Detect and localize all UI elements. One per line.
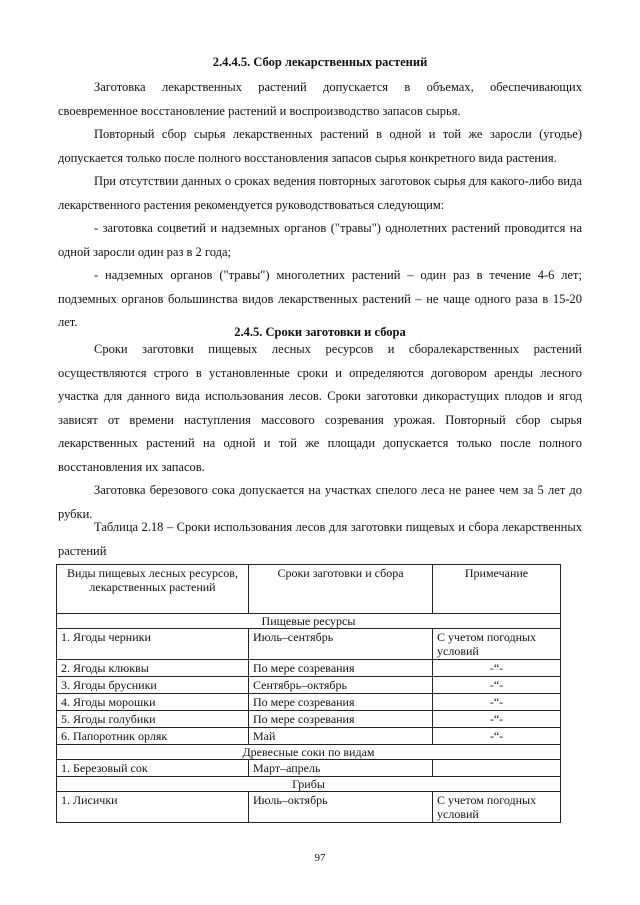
column-header: Виды пищевых лесных ресурсов, лекарственных растений [57, 565, 249, 614]
section-title: Грибы [57, 777, 561, 792]
table-row [57, 694, 561, 711]
table-row [57, 677, 561, 694]
section-body-terms [58, 338, 582, 526]
section-title: Пищевые ресурсы [57, 614, 561, 629]
section-heading-terms: 2.4.5. Сроки заготовки и сбора [234, 325, 406, 339]
section-body-collection [58, 76, 582, 335]
harvest-terms-table [56, 564, 561, 823]
table-cell: С учетом погодных условий [433, 629, 561, 660]
paragraph: Сроки заготовки пищевых лесных ресурсов и сборалекарственных растений осуществляются строго в установленные сроки и определяются договором аренды лесного участка для данного вида использования лесов. Сроки заготовки дикорастущих плодов и ягод зависят от времени наступления массового созревания урожая. Повторный сбор сырья лекарственных растений на одной и той же площади допускается только после полного восстановления их запасов. [58, 342, 582, 474]
paragraph: - заготовка соцветий и надземных органов ("травы") однолетних растений проводится на одной заросли один раз в 2 года; [58, 221, 582, 259]
table-cell: По мере созревания [249, 660, 433, 677]
table-cell: По мере созревания [249, 711, 433, 728]
table-section-row [57, 745, 561, 760]
table-cell: Июль–сентябрь [249, 629, 433, 660]
table-cell: 1. Ягоды черники [57, 629, 249, 660]
table-row [57, 760, 561, 777]
table-cell: -“- [433, 694, 561, 711]
table-cell: 3. Ягоды брусники [57, 677, 249, 694]
table-cell: 1. Лисички [57, 792, 249, 823]
table-cell: По мере созревания [249, 694, 433, 711]
paragraph: Заготовка березового сока допускается на участках спелого леса не ранее чем за 5 лет до рубки. [58, 483, 582, 521]
table-row [57, 728, 561, 745]
table-cell: -“- [433, 728, 561, 745]
table-cell [433, 760, 561, 777]
table-row [57, 660, 561, 677]
table-cell: С учетом погодных условий [433, 792, 561, 823]
table-cell: 4. Ягоды морошки [57, 694, 249, 711]
table-section-row [57, 777, 561, 792]
table-cell: -“- [433, 660, 561, 677]
paragraph: - надземных органов ("травы") многолетних растений – один раз в течение 4-6 лет; подземных органов большинства видов лекарственных растений – не чаще одного раза в 15-20 лет. [58, 268, 582, 329]
table-cell: -“- [433, 677, 561, 694]
table-section-row [57, 614, 561, 629]
paragraph: При отсутствии данных о сроках ведения повторных заготовок сырья для какого-либо вида лекарственного растения рекомендуется руководствоваться следующим: [58, 174, 582, 212]
table-header-row [57, 565, 561, 614]
page-number: 97 [314, 852, 326, 864]
table-cell: 5. Ягоды голубики [57, 711, 249, 728]
table-cell: 1. Березовый сок [57, 760, 249, 777]
table-cell: Март–апрель [249, 760, 433, 777]
table-cell: 2. Ягоды клюквы [57, 660, 249, 677]
table-caption: Таблица 2.18 – Сроки использования лесов для заготовки пищевых и сбора лекарственных растений [58, 520, 582, 558]
column-header: Примечание [433, 565, 561, 614]
table-cell: Сентябрь–октябрь [249, 677, 433, 694]
table-row [57, 711, 561, 728]
paragraph: Заготовка лекарственных растений допускается в объемах, обеспечивающих своевременное восстановление растений и воспроизводство запасов сырья. [58, 80, 582, 118]
table-row [57, 792, 561, 823]
table-cell: 6. Папоротник орляк [57, 728, 249, 745]
column-header: Сроки заготовки и сбора [249, 565, 433, 614]
section-title: Древесные соки по видам [57, 745, 561, 760]
paragraph: Повторный сбор сырья лекарственных растений в одной и той же заросли (угодье) допускается только после полного восстановления запасов сырья конкретного вида растения. [58, 127, 582, 165]
table-cell: Май [249, 728, 433, 745]
section-heading-collection: 2.4.4.5. Сбор лекарственных растений [212, 55, 428, 69]
table-cell: Июль–октябрь [249, 792, 433, 823]
table-row [57, 629, 561, 660]
table-cell: -“- [433, 711, 561, 728]
